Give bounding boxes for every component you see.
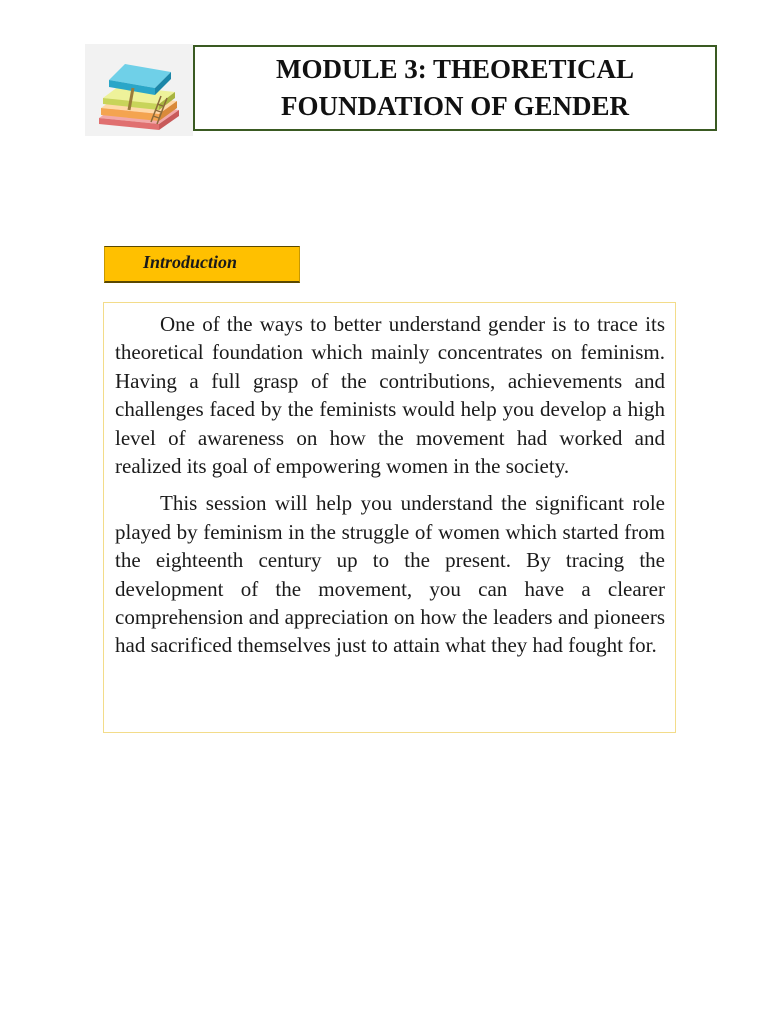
- intro-paragraph-2: This session will help you understand the significant role played by feminism in the struggle of women which started from the eighteenth century up to the present. By tracing the development of the movement, you can have a clearer comprehension and appreciation on how the leaders and pioneers had sacrificed themselves just to attain what they had fought for.: [115, 491, 665, 658]
- introduction-text-box: [103, 302, 676, 733]
- introduction-label: [104, 246, 300, 283]
- title-line-1: MODULE 3: THEORETICAL: [275, 54, 635, 84]
- intro-paragraph-1: One of the ways to better understand gender is to trace its theoretical foundation which mainly concentrates on feminism. Having a full grasp of the contributions, achievements and challenges faced by the feminists would help you develop a high level of awareness on how the movement had worked and realized its goal of empowering women in the society.: [115, 312, 665, 479]
- module-title-box: [193, 45, 717, 131]
- title-line-2: FOUNDATION OF GENDER: [280, 91, 629, 121]
- stacked-books-icon: [85, 44, 193, 136]
- module-title: [276, 51, 634, 125]
- introduction-label-text: Introduction: [143, 252, 238, 272]
